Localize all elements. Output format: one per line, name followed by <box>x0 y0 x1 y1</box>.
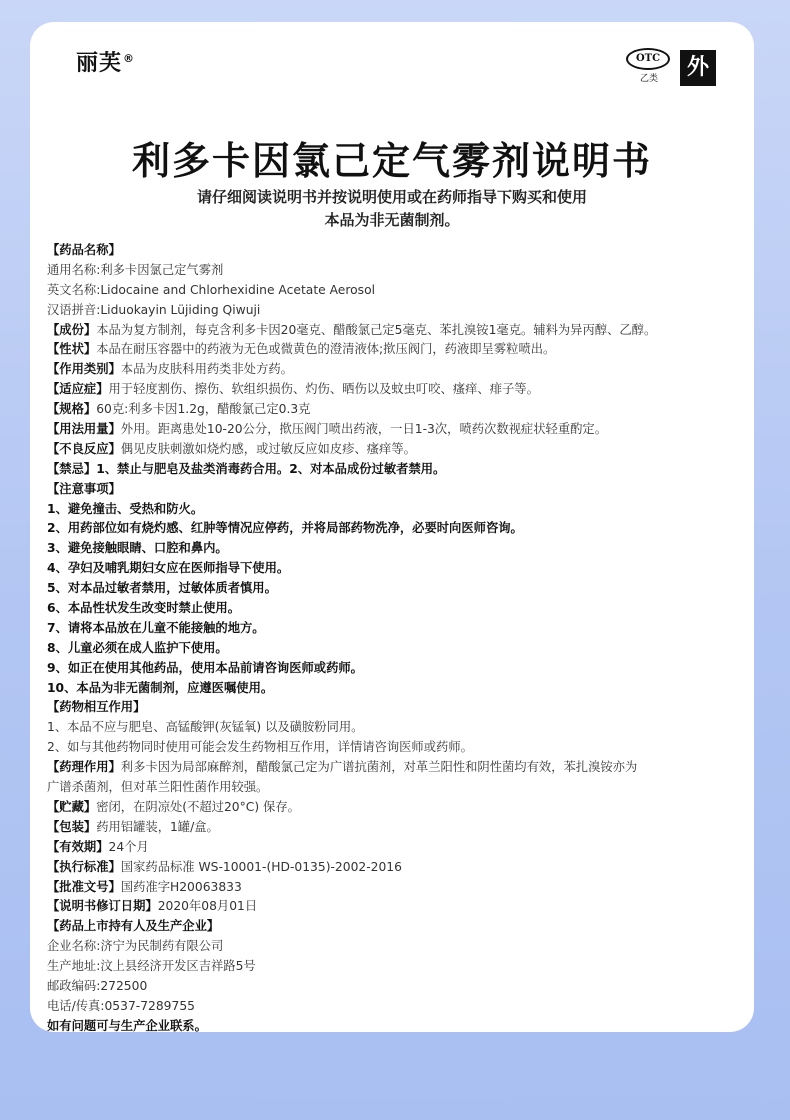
instruction-line <box>47 599 747 619</box>
instruction-line <box>47 937 747 957</box>
instruction-line <box>47 818 747 838</box>
section-label: 【不良反应】 <box>47 441 121 456</box>
section-text: 如有问题可与生产企业联系。 <box>47 1018 207 1032</box>
instruction-line <box>47 241 747 261</box>
instruction-line <box>47 698 747 718</box>
section-label: 【药品上市持有人及生产企业】 <box>47 919 220 934</box>
instruction-content <box>47 241 747 1032</box>
instruction-line <box>47 579 747 599</box>
instruction-line <box>47 480 747 500</box>
instruction-line <box>47 659 747 679</box>
section-text: 国药准字H20063833 <box>120 879 242 894</box>
instruction-card <box>30 22 754 1032</box>
section-label: 【性状】 <box>47 342 97 357</box>
section-text: 本品为复方制剂，每克含利多卡因20毫克、醋酸氯己定5毫克、苯扎溴铵1毫克。辅料为异丙醇、乙醇。 <box>96 322 657 337</box>
instruction-line <box>47 639 747 659</box>
section-label: 【注意事项】 <box>47 481 121 496</box>
section-label: 【作用类别】 <box>47 362 121 377</box>
instruction-line <box>47 380 747 400</box>
section-label: 【贮藏】 <box>47 799 97 814</box>
instruction-line <box>47 997 747 1017</box>
section-label: 【有效期】 <box>47 839 109 854</box>
section-label: 【包装】 <box>47 819 97 834</box>
section-text: 用于轻度割伤、擦伤、软组织损伤、灼伤、晒伤以及蚊虫叮咬、瘙痒、痱子等。 <box>108 382 539 397</box>
section-label: 【禁忌】 <box>47 461 97 476</box>
instruction-line <box>47 500 747 520</box>
section-label: 【药品名称】 <box>47 243 121 257</box>
instruction-line <box>47 400 747 420</box>
otc-badge <box>626 48 672 84</box>
section-text: 1、避免撞击、受热和防火。 <box>47 501 204 516</box>
instruction-line <box>47 838 747 858</box>
section-text: 24个月 <box>108 839 149 854</box>
section-text: 2020年08月01日 <box>157 899 258 914</box>
section-text: 3、避免接触眼睛、口腔和鼻内。 <box>47 541 228 556</box>
section-text: 外用。距离患处10-20公分，揿压阀门喷出药液，一日1-3次，喷药次数视症状轻重酌定。 <box>120 422 608 437</box>
instruction-line <box>47 778 747 798</box>
section-text: 生产地址:汶上县经济开发区吉祥路5号 <box>47 959 256 974</box>
section-text: 6、本品性状发生改变时禁止使用。 <box>47 601 241 616</box>
section-text: 8、儿童必须在成人监护下使用。 <box>47 640 228 655</box>
section-text: 7、请将本品放在儿童不能接触的地方。 <box>47 620 265 635</box>
section-label: 【规格】 <box>47 402 97 417</box>
section-text: 本品在耐压容器中的药液为无色或微黄色的澄清液体;揿压阀门，药液即呈雾粒喷出。 <box>96 342 556 357</box>
section-text: 国家药品标准 WS-10001-(HD-0135)-2002-2016 <box>120 859 402 874</box>
section-label: 【批准文号】 <box>47 879 121 894</box>
instruction-line <box>47 679 747 699</box>
section-text: 本品为皮肤科用药类非处方药。 <box>120 362 293 377</box>
section-label: 【用法用量】 <box>47 422 121 437</box>
section-text: 9、如正在使用其他药品，使用本品前请咨询医师或药师。 <box>47 660 363 675</box>
section-text: 企业名称:济宁为民制药有限公司 <box>47 939 224 954</box>
instruction-line <box>47 619 747 639</box>
section-text: 邮政编码:272500 <box>47 978 148 993</box>
section-text: 广谱杀菌剂，但对革兰阳性菌作用较强。 <box>47 780 269 795</box>
instruction-line <box>47 718 747 738</box>
instruction-line <box>47 957 747 977</box>
instruction-line <box>47 897 747 917</box>
instruction-line <box>47 360 747 380</box>
instruction-line <box>47 281 747 301</box>
section-text: 60克:利多卡因1.2g，醋酸氯己定0.3克 <box>96 402 311 417</box>
instruction-line <box>47 878 747 898</box>
instruction-line <box>47 519 747 539</box>
section-label: 【执行标准】 <box>47 859 121 874</box>
section-text: 利多卡因为局部麻醉剂，醋酸氯己定为广谱抗菌剂，对革兰阳性和阴性菌均有效，苯扎溴铵亦为 <box>120 760 638 775</box>
section-text: 通用名称:利多卡因氯己定气雾剂 <box>47 262 224 277</box>
instruction-line <box>47 420 747 440</box>
instruction-line <box>47 460 747 480</box>
otc-class-label: 乙类 <box>639 74 658 84</box>
instruction-line <box>47 321 747 341</box>
instruction-line <box>47 261 747 281</box>
instruction-line <box>47 758 747 778</box>
section-text: 2、如与其他药物同时使用可能会发生药物相互作用，详情请咨询医师或药师。 <box>47 740 473 755</box>
section-text: 密闭，在阴凉处(不超过20°C) 保存。 <box>96 799 300 814</box>
page-title: 利多卡因氯己定气雾剂说明书 <box>131 139 652 183</box>
instruction-line <box>47 738 747 758</box>
section-text: 10、本品为非无菌制剂，应遵医嘱使用。 <box>47 680 274 695</box>
section-text: 5、对本品过敏者禁用，过敏体质者慎用。 <box>47 581 277 596</box>
section-label: 【适应症】 <box>47 382 109 397</box>
instruction-line <box>47 440 747 460</box>
instruction-line <box>47 977 747 997</box>
instruction-line <box>47 798 747 818</box>
subtitle-non-sterile: 本品为非无菌制剂。 <box>324 211 460 229</box>
section-label: 【成份】 <box>47 322 97 337</box>
brand-logo: 丽芙® <box>76 51 136 76</box>
section-text: 1、禁止与肥皂及盐类消毒药合用。2、对本品成份过敏者禁用。 <box>96 461 446 476</box>
external-use-badge: 外 <box>680 50 716 86</box>
section-text: 1、本品不应与肥皂、高锰酸钾(灰锰氧) 以及磺胺粉同用。 <box>47 720 364 735</box>
instruction-line <box>47 1017 747 1032</box>
instruction-line <box>47 539 747 559</box>
section-text: 偶见皮肤刺激如烧灼感，或过敏反应如皮疹、瘙痒等。 <box>120 441 416 456</box>
section-text: 汉语拼音:Liduokayin Lüjiding Qiwuji <box>47 302 261 317</box>
section-text: 英文名称:Lidocaine and Chlorhexidine Acetate Aerosol <box>47 282 376 297</box>
otc-oval-icon: OTC <box>626 48 670 70</box>
instruction-line <box>47 917 747 937</box>
section-label: 【说明书修订日期】 <box>47 899 158 914</box>
section-text: 药用铝罐装，1罐/盒。 <box>96 819 219 834</box>
instruction-line <box>47 858 747 878</box>
instruction-line <box>47 340 747 360</box>
section-label: 【药物相互作用】 <box>47 700 146 715</box>
instruction-line <box>47 301 747 321</box>
instruction-line <box>47 559 747 579</box>
section-text: 2、用药部位如有烧灼感、红肿等情况应停药，并将局部药物洗净，必要时向医师咨询。 <box>47 521 523 536</box>
section-text: 4、孕妇及哺乳期妇女应在医师指导下使用。 <box>47 561 290 576</box>
subtitle-instruction: 请仔细阅读说明书并按说明使用或在药师指导下购买和使用 <box>196 188 587 206</box>
section-label: 【药理作用】 <box>47 760 121 775</box>
section-text: 电话/传真:0537-7289755 <box>47 998 195 1013</box>
